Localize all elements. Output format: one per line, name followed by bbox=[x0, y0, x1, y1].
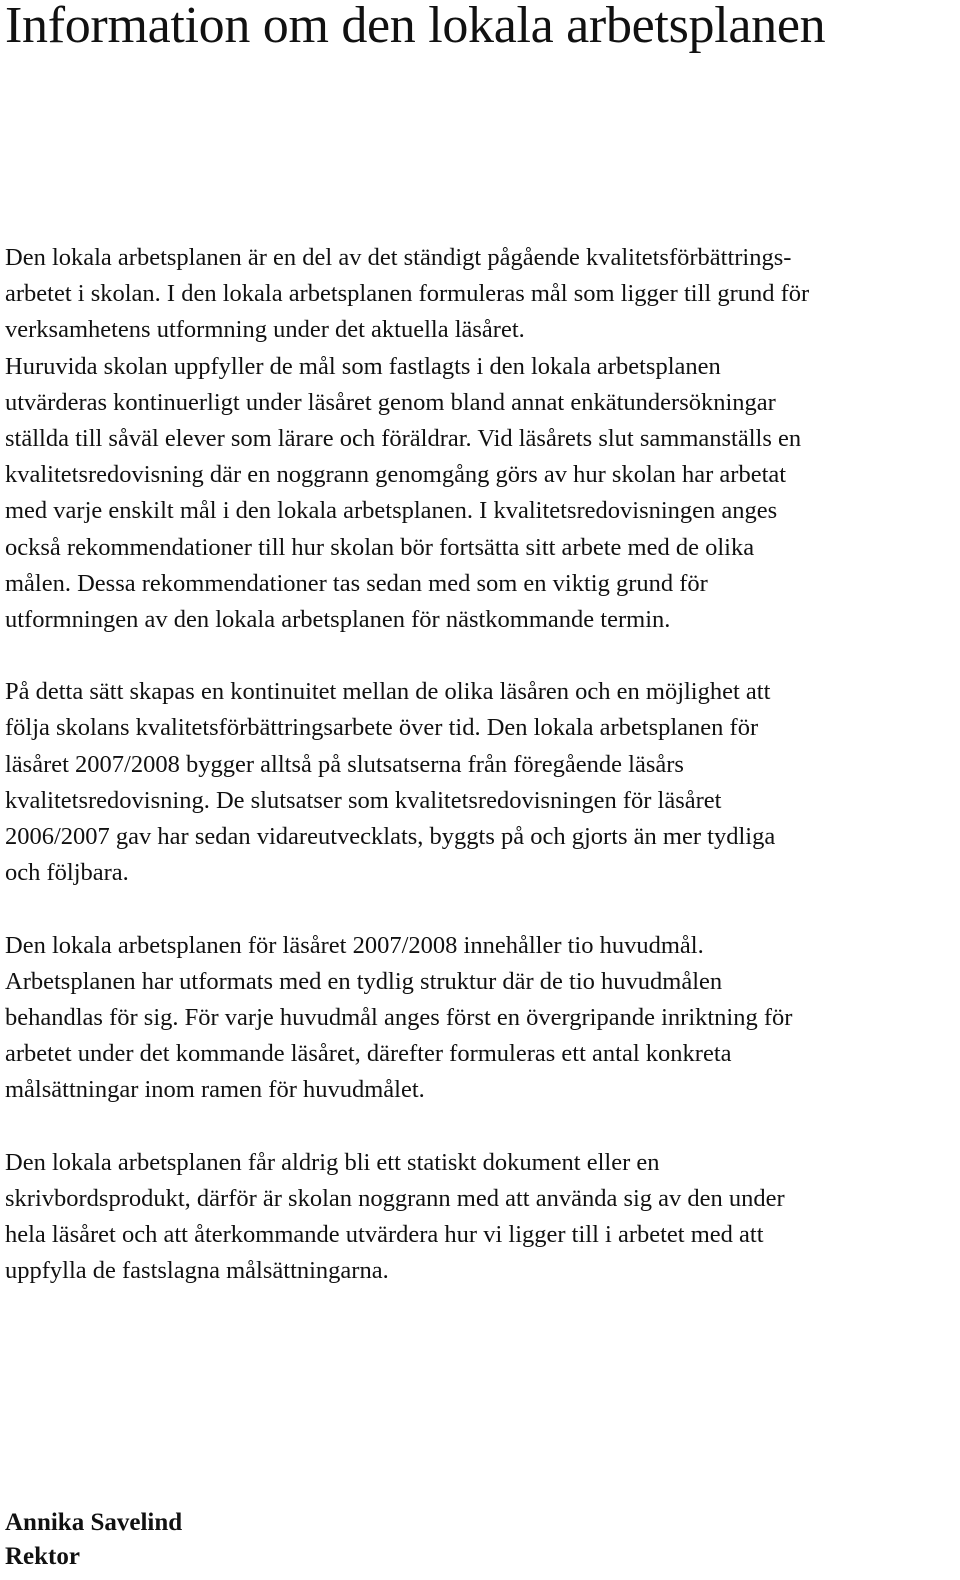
paragraph-line: På detta sätt skapas en kontinuitet mellan de olika läsåren och en möjlighet att bbox=[5, 678, 771, 706]
paragraph-line: och följbara. bbox=[5, 859, 129, 887]
paragraph-line: skrivbordsprodukt, därför är skolan noggrann med att använda sig av den under bbox=[5, 1184, 785, 1212]
paragraph-line: uppfylla de fastslagna målsättningarna. bbox=[5, 1257, 389, 1285]
paragraph-line: målsättningar inom ramen för huvudmålet. bbox=[5, 1076, 425, 1104]
signature-role: Rektor bbox=[5, 1543, 80, 1570]
paragraph-line: Den lokala arbetsplanen för läsåret 2007/2008 innehåller tio huvudmål. bbox=[5, 931, 704, 959]
paragraph-gap bbox=[5, 638, 950, 674]
paragraph-line: kvalitetsredovisning där en noggrann genomgång görs av hur skolan har arbetat bbox=[5, 461, 787, 489]
paragraph-line: arbetet i skolan. I den lokala arbetsplanen formuleras mål som ligger till grund för bbox=[5, 280, 810, 308]
paragraph-gap bbox=[5, 1109, 950, 1145]
paragraph-line: följa skolans kvalitetsförbättringsarbete över tid. Den lokala arbetsplanen för bbox=[5, 714, 759, 742]
paragraph-line: verksamhetens utformning under det aktuella läsåret. bbox=[5, 316, 525, 344]
document-body bbox=[5, 240, 950, 1289]
paragraph bbox=[5, 240, 950, 638]
paragraph bbox=[5, 1145, 950, 1290]
paragraph-gap bbox=[5, 891, 950, 927]
paragraph-line: arbetet under det kommande läsåret, därefter formuleras ett antal konkreta bbox=[5, 1040, 732, 1068]
paragraph-line: målen. Dessa rekommendationer tas sedan med som en viktig grund för bbox=[5, 569, 708, 597]
paragraph-line: ställda till såväl elever som lärare och föräldrar. Vid läsårets slut sammanställs en bbox=[5, 424, 802, 452]
paragraph-line: behandlas för sig. För varje huvudmål anges först en övergripande inriktning för bbox=[5, 1003, 793, 1031]
page-title: Information om den lokala arbetsplanen bbox=[5, 0, 826, 54]
paragraph-line: 2006/2007 gav har sedan vidareutvecklats, byggts på och gjorts än mer tydliga bbox=[5, 823, 776, 850]
paragraph-line: utformningen av den lokala arbetsplanen för nästkommande termin. bbox=[5, 605, 671, 633]
signature-block bbox=[5, 1506, 182, 1574]
paragraph-line: Arbetsplanen har utformats med en tydlig struktur där de tio huvudmålen bbox=[5, 967, 723, 995]
paragraph-line: Den lokala arbetsplanen får aldrig bli ett statiskt dokument eller en bbox=[5, 1148, 660, 1176]
paragraph-line: Den lokala arbetsplanen är en del av det ständigt pågående kvalitetsförbättrings- bbox=[5, 244, 792, 271]
paragraph bbox=[5, 928, 950, 1109]
paragraph-line: hela läsåret och att återkommande utvärdera hur vi ligger till i arbetet med att bbox=[5, 1221, 764, 1249]
paragraph-line: också rekommendationer till hur skolan bör fortsätta sitt arbete med de olika bbox=[5, 533, 755, 561]
paragraph-line: läsåret 2007/2008 bygger alltså på slutsatserna från föregående läsårs bbox=[5, 750, 684, 778]
paragraph-line: utvärderas kontinuerligt under läsåret genom bland annat enkätundersökningar bbox=[5, 388, 776, 416]
paragraph-line: kvalitetsredovisning. De slutsatser som kvalitetsredovisningen för läsåret bbox=[5, 786, 722, 814]
paragraph-line: med varje enskilt mål i den lokala arbetsplanen. I kvalitetsredovisningen anges bbox=[5, 497, 778, 525]
signature-name: Annika Savelind bbox=[5, 1509, 183, 1536]
paragraph-line: Huruvida skolan uppfyller de mål som fastlagts i den lokala arbetsplanen bbox=[5, 352, 721, 380]
paragraph bbox=[5, 674, 950, 891]
